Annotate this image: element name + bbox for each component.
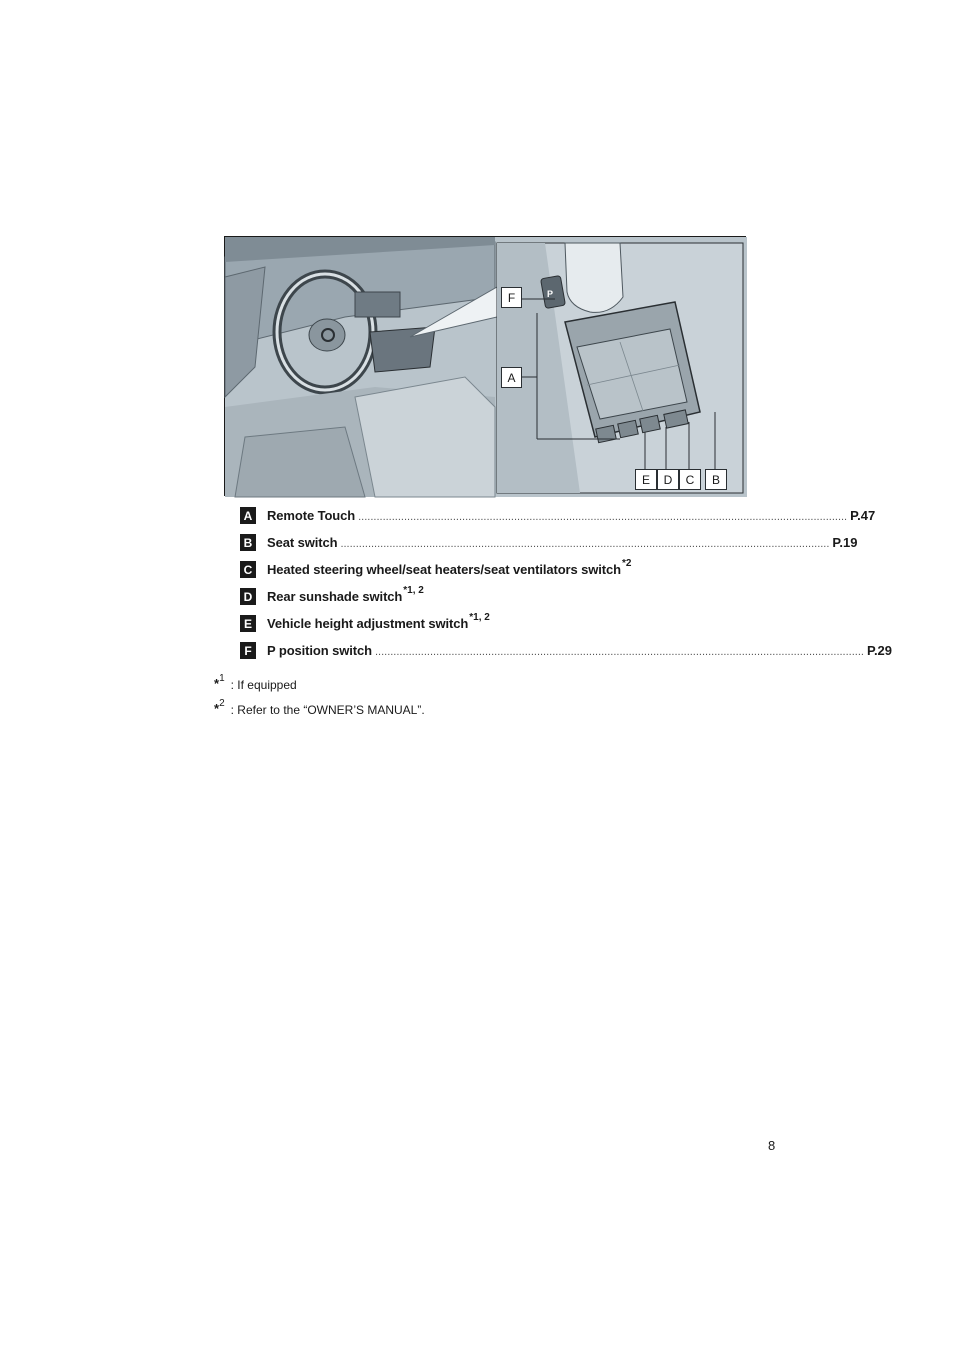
footnote-reference: *1, 2 (469, 612, 490, 623)
footnote-reference: *1, 2 (403, 585, 424, 596)
item-label: Remote Touch (267, 508, 356, 523)
footnote-number: 1 (219, 673, 225, 684)
callout-letter-badge: E (240, 615, 256, 632)
vehicle-interior-illustration (224, 236, 746, 496)
svg-text:P: P (547, 289, 554, 299)
footnote-2 (214, 698, 754, 726)
list-item-b (240, 529, 858, 556)
list-item-f (240, 637, 893, 664)
callout-label-c: C (679, 469, 701, 490)
footnote-text: : Refer to the “OWNER’S MANUAL”. (230, 703, 425, 717)
page-number: 8 (768, 1138, 776, 1153)
callout-letter-badge: F (240, 642, 256, 659)
item-label: Vehicle height adjustment switch (267, 616, 469, 631)
list-item-d (240, 583, 740, 610)
dot-leader: ................................................................................................................................................................ (374, 645, 864, 658)
item-label: Heated steering wheel/seat heaters/seat ventilators switch (267, 562, 622, 577)
callout-list (240, 502, 893, 664)
footnote-asterisk: * (214, 676, 220, 691)
footnote-asterisk: * (214, 701, 220, 716)
callout-label-a: A (501, 367, 522, 388)
callout-letter-badge: A (240, 507, 256, 524)
footnote-number: 2 (219, 698, 225, 709)
callout-label-d: D (657, 469, 679, 490)
page-reference-link[interactable]: P.19 (832, 535, 858, 550)
callout-letter-badge: D (240, 588, 256, 605)
item-label: Seat switch (267, 535, 338, 550)
footnote-1 (214, 673, 754, 701)
list-item-e (240, 610, 740, 637)
page-reference-link[interactable]: P.29 (866, 643, 893, 658)
callout-letter-badge: B (240, 534, 256, 551)
dot-leader: ................................................................................................................................................................ (358, 510, 848, 523)
callout-label-b: B (705, 469, 727, 490)
dot-leader: ................................................................................................................................................................ (340, 537, 830, 550)
page-reference-link[interactable]: P.47 (850, 508, 876, 523)
callout-label-e: E (635, 469, 657, 490)
footnote-text: : If equipped (230, 678, 297, 692)
list-item-c (240, 556, 740, 583)
item-label: P position switch (267, 643, 372, 658)
list-item-a (240, 502, 876, 529)
item-label: Rear sunshade switch (267, 589, 403, 604)
callout-letter-badge: C (240, 561, 256, 578)
footnote-reference: *2 (622, 558, 632, 569)
footnotes (214, 673, 754, 726)
callout-label-f: F (501, 287, 522, 308)
interior-drawing (225, 237, 747, 497)
